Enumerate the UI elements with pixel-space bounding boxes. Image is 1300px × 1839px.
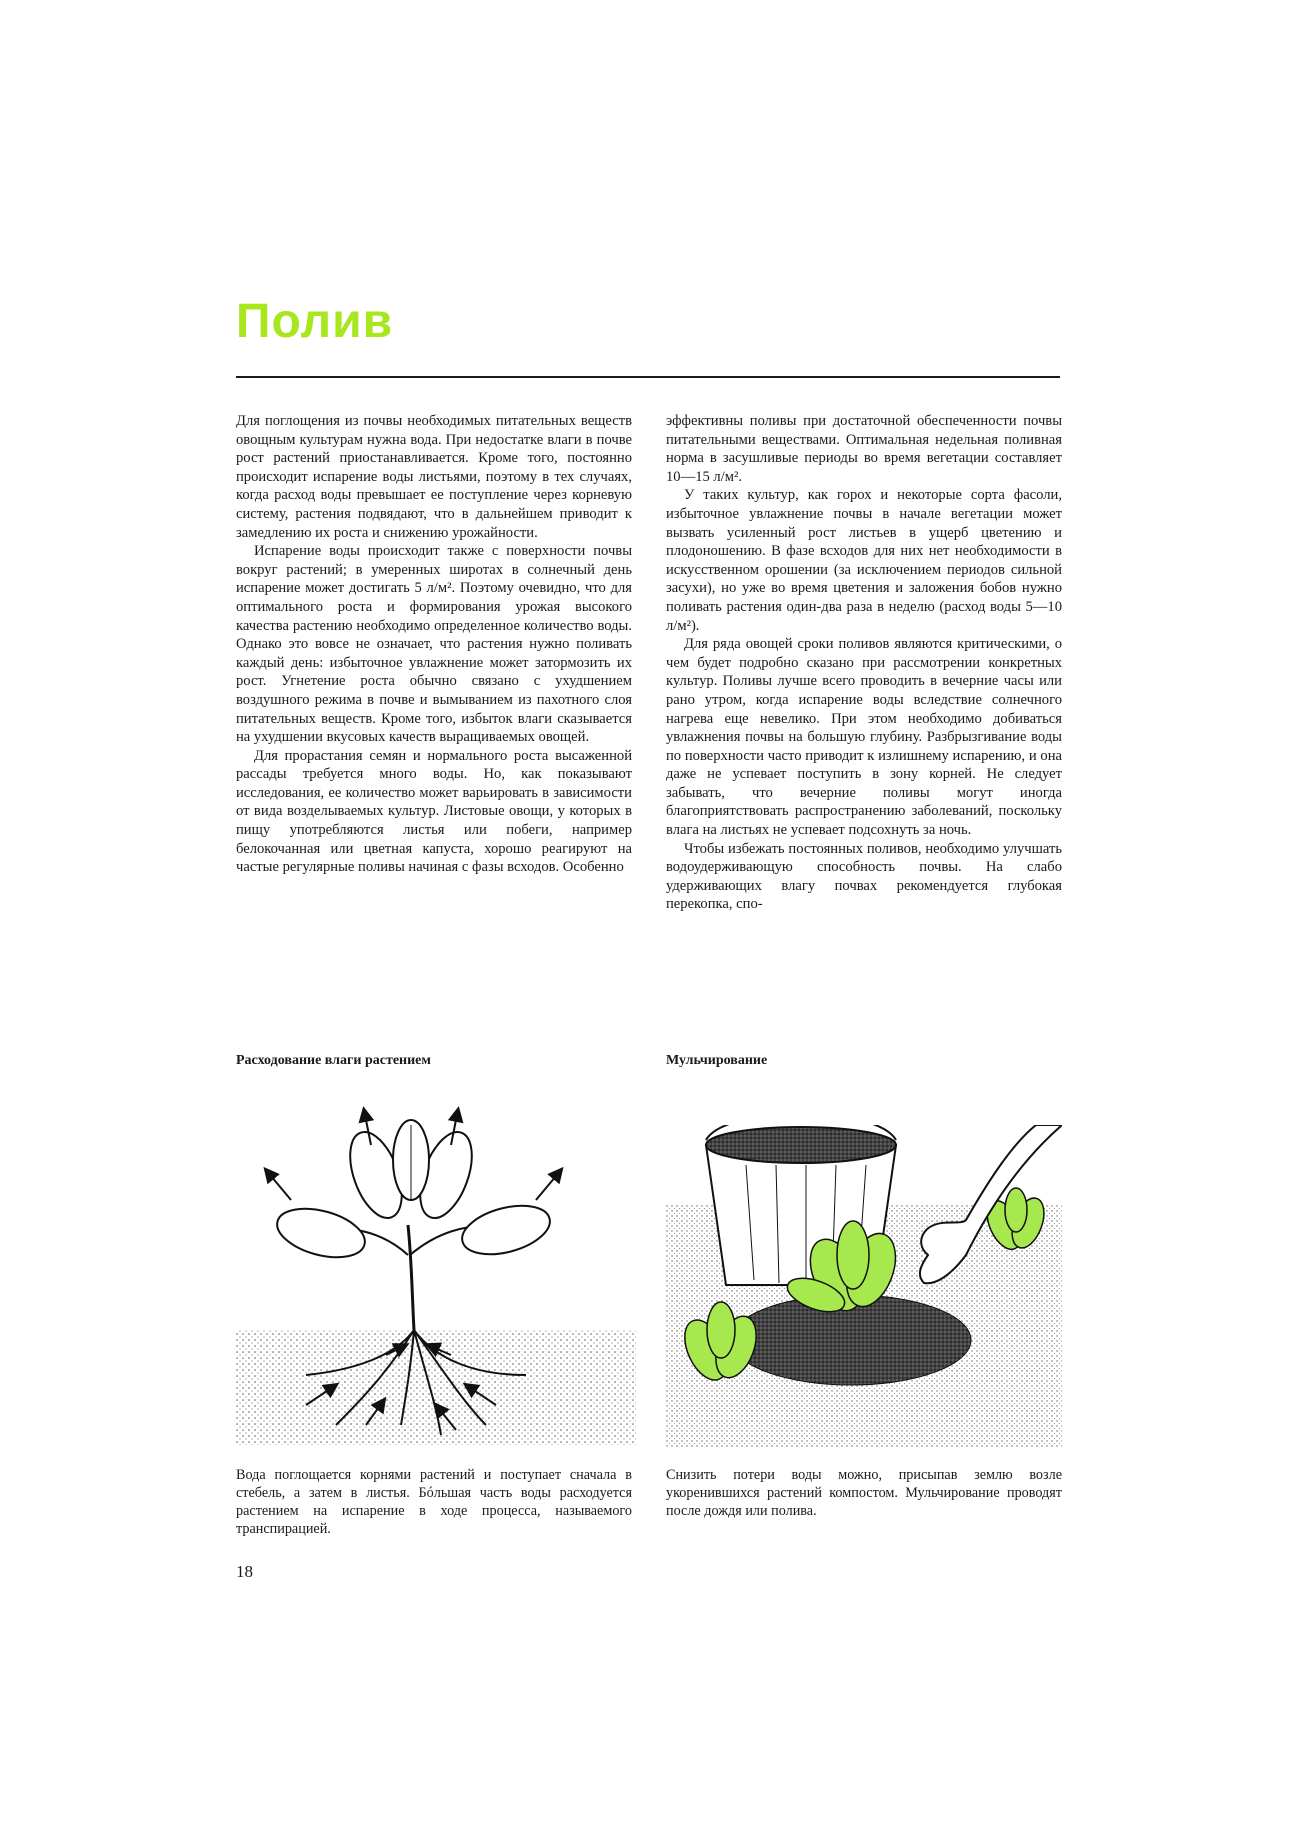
figure-title-mulching: Мульчирование	[666, 1053, 768, 1068]
mulching-illustration	[666, 1125, 1062, 1447]
paragraph: Для ряда овощей сроки поливов являются критическими, о чем будет подробно сказано при рассмотрении конкретных культур. Поливы лучше всего проводить в вечерние часы или рано утром, когда испарение воды вследствие солнечного нагрева еще невелико. При этом необходимо добиваться увлажнения почвы на большую глубину. Разбрызгивание воды по поверхности часто приводит к излишнему испарению, и она даже не успевает поступить в зону корней. Не следует забывать, что вечерние поливы могут иногда благоприятствовать распространению заболеваний, поскольку влага на листьях не успевает подсохнуть за ночь.	[666, 636, 1062, 839]
right-column	[666, 412, 1062, 914]
title-rule	[236, 376, 1060, 378]
transpiration-illustration	[236, 1105, 636, 1445]
paragraph: Для прорастания семян и нормального роста высаженной рассады требуется много воды. Но, как показывают исследования, ее количество может варьировать в зависимости от вида возделываемых культур. Листовые овощи, у которых в пищу употребляются листья или побеги, например белокочанная или цветная капуста, хорошо реагируют на частые регулярные поливы начиная с фазы всходов. Особенно	[236, 747, 632, 876]
page-title: Полив	[236, 295, 394, 348]
paragraph: Испарение воды происходит также с поверхности почвы вокруг растений; в умеренных широтах в солнечный день испарение может достигать 5 л/м². Поэтому очевидно, что для оптимального роста и формирования урожая высокого качества растению необходимо определенное количество воды. Однако это вовсе не означает, что растения нужно поливать каждый день: избыточное увлажнение может затормозить их рост. Угнетение роста обычно связано с ухудшением воздушного режима в почве и вымыванием из пахотного слоя питательных веществ. Кроме того, избыток влаги сказывается на ухудшении вкусовых качеств выращиваемых овощей.	[236, 543, 632, 746]
figure-caption-transpiration: Вода поглощается корнями растений и поступает сначала в стебель, а затем в листья. Бóльшая часть воды расходуется растением на испарение в ходе процесса, называемого транспирацией.	[236, 1467, 632, 1537]
figure-title-transpiration: Расходование влаги растением	[236, 1053, 431, 1068]
paragraph: Для поглощения из почвы необходимых питательных веществ овощным культурам нужна вода. При недостатке влаги в почве рост растений приостанавливается. Кроме того, постоянно происходит испарение воды листьями, поэтому в тех случаях, когда расход воды превышает ее поступление через корневую систему, растения подвядают, что в дальнейшем приводит к замедлению их роста и снижению урожайности.	[236, 413, 632, 541]
paragraph: эффективны поливы при достаточной обеспеченности почвы питательными веществами. Оптимальная недельная поливная норма в засушливые периоды во время вегетации составляет 10—15 л/м².	[666, 413, 1062, 485]
figure-caption-mulching: Снизить потери воды можно, присыпав землю возле укоренившихся растений компостом. Мульчирование проводят после дождя или полива.	[666, 1467, 1062, 1519]
page-number: 18	[236, 1562, 253, 1581]
left-column	[236, 412, 632, 877]
paragraph: У таких культур, как горох и некоторые сорта фасоли, избыточное увлажнение почвы в начале вегетации может вызвать усиленный рост листьев в ущерб цветению и плодоношению. В фазе всходов для них нет необходимости в искусственном орошении (за исключением периодов сильной засухи), но уже во время цветения и заложения бобов нужно поливать растения один-два раза в неделю (расход воды 5—10 л/м²).	[666, 487, 1062, 634]
paragraph: Чтобы избежать постоянных поливов, необходимо улучшать водоудерживающую способность почвы. На слабо удерживающих влагу почвах рекомендуется глубокая перекопка, спо-	[666, 840, 1062, 913]
